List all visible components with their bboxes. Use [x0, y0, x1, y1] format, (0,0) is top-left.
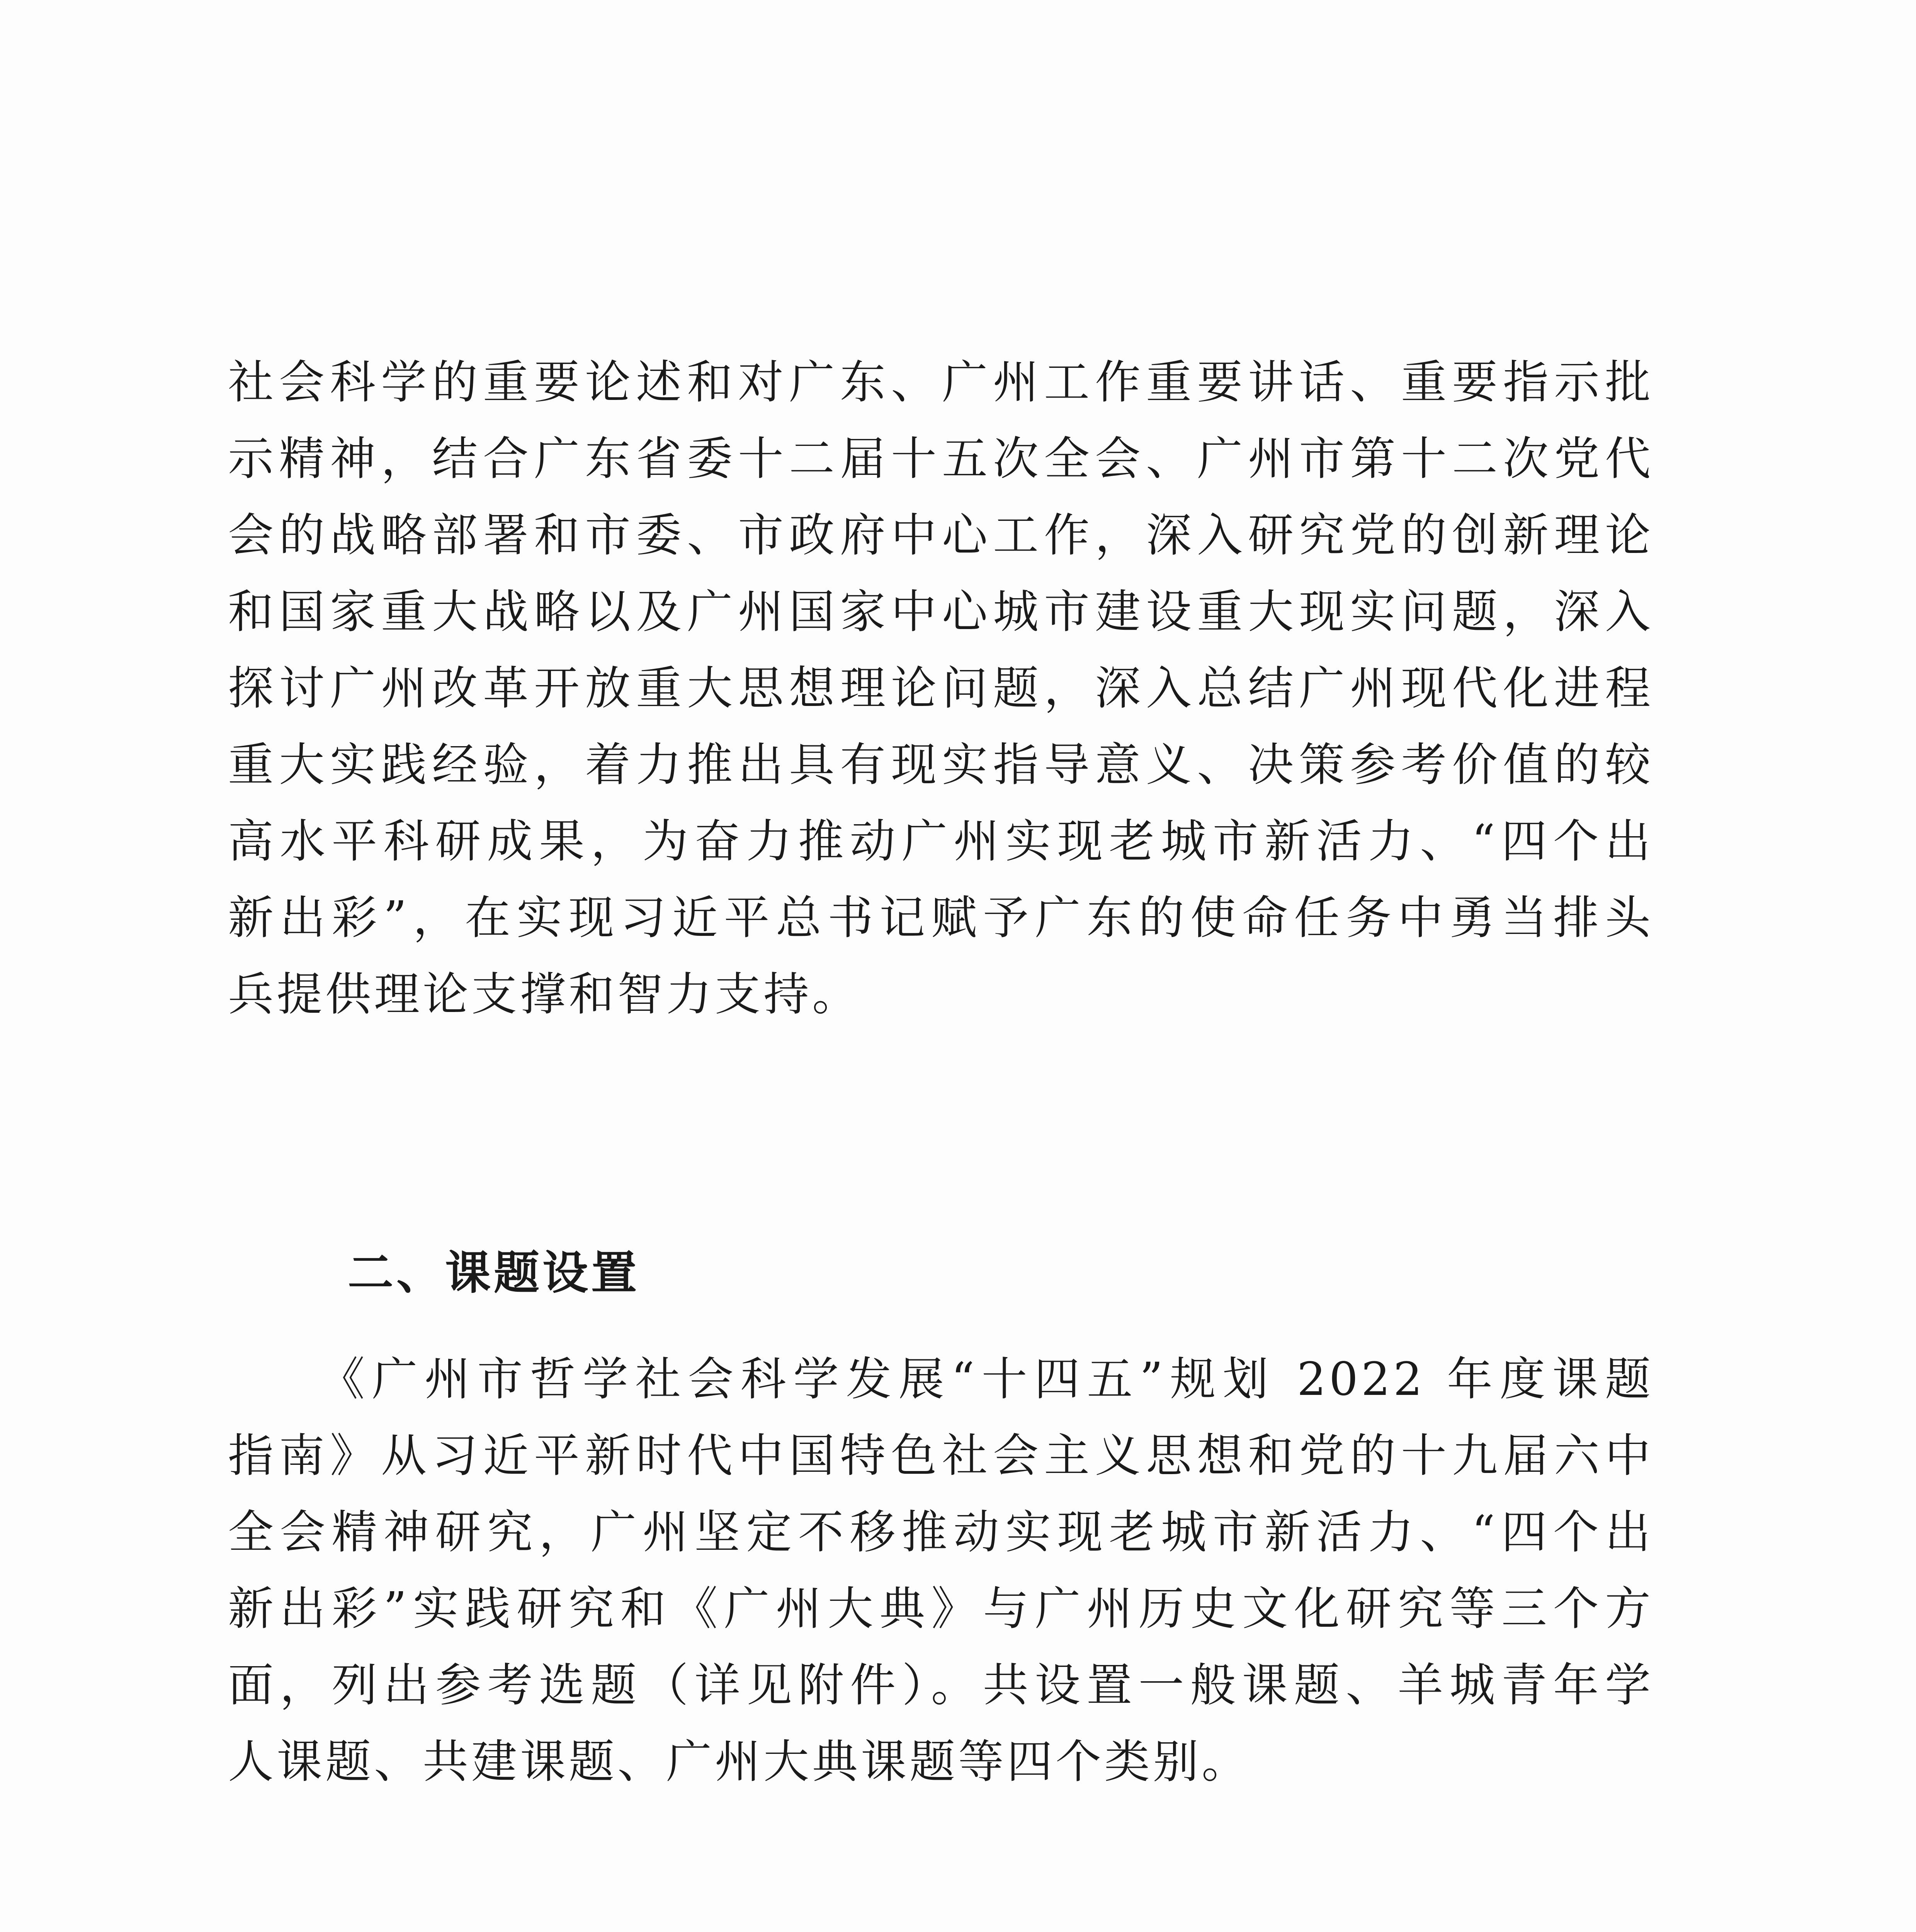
text-line: 重大实践经验，着力推出具有现实指导意义、决策参考价值的较	[228, 738, 1654, 791]
paragraph-guiding-ideology	[228, 344, 1654, 1032]
text-line: 全会精神研究，广州坚定不移推动实现老城市新活力、“四个出	[228, 1505, 1654, 1559]
text-line: 《广州市哲学社会科学发展“十四五”规划 2022 年度课题	[319, 1352, 1654, 1406]
text-line: 和国家重大战略以及广州国家中心城市建设重大现实问题，深入	[228, 585, 1654, 638]
text-line: 兵提供理论支撑和智力支持。	[228, 968, 861, 1021]
paragraph-topic-setting	[228, 1341, 1654, 1800]
text-line: 探讨广州改革开放重大思想理论问题，深入总结广州现代化进程	[228, 662, 1654, 715]
text-line: 新出彩”实践研究和《广州大典》与广州历史文化研究等三个方	[228, 1582, 1654, 1635]
text-line: 高水平科研成果，为奋力推动广州实现老城市新活力、“四个出	[228, 815, 1654, 868]
text-line: 新出彩”，在实现习近平总书记赋予广东的使命任务中勇当排头	[228, 891, 1654, 944]
text-line: 示精神，结合广东省委十二届十五次全会、广州市第十二次党代	[228, 432, 1654, 485]
text-line: 社会科学的重要论述和对广东、广州工作重要讲话、重要指示批	[228, 355, 1654, 409]
text-line: 面，列出参考选题（详见附件）。共设置一般课题、羊城青年学	[228, 1658, 1654, 1712]
text-line: 人课题、共建课题、广州大典课题等四个类别。	[228, 1735, 1251, 1788]
section-heading: 二、课题设置	[348, 1246, 640, 1299]
text-line: 会的战略部署和市委、市政府中心工作，深入研究党的创新理论	[228, 509, 1654, 562]
text-line: 指南》从习近平新时代中国特色社会主义思想和党的十九届六中	[228, 1429, 1654, 1482]
